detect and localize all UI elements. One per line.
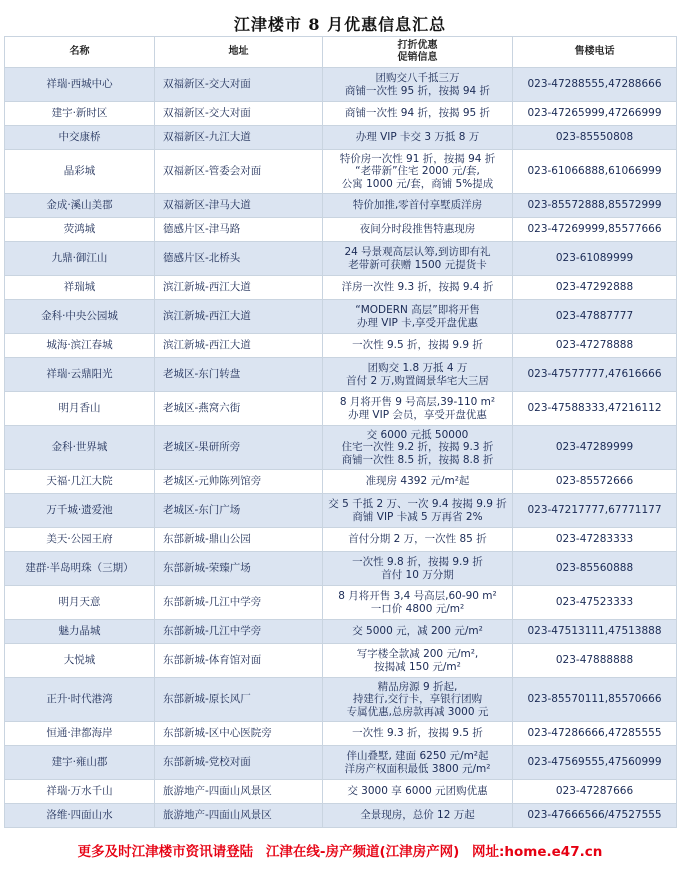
cell-address: 双福新区-九江大道 [155,126,323,150]
cell-promo: 团购交八千抵三万 商铺一次性 95 折，按揭 94 折 [323,68,513,102]
header-name: 名称 [5,37,155,68]
cell-promo: 精品房源 9 折起, 持建行,交行卡，享银行团购 专属优惠,总房款再减 3000 元 [323,678,513,722]
cell-address: 滨江新城-西江大道 [155,300,323,334]
cell-name: 金科·世界城 [5,426,155,470]
cell-promo: 交 5000 元，减 200 元/m² [323,620,513,644]
cell-tel: 023-47523333 [513,586,677,620]
cell-promo: 团购交 1.8 万抵 4 万 首付 2 万,购置阔景华宅大三居 [323,358,513,392]
cell-tel: 023-47265999,47266999 [513,102,677,126]
cell-promo: 首付分期 2 万，一次性 85 折 [323,528,513,552]
cell-promo: 一次性 9.8 折，按揭 9.9 折 首付 10 万分期 [323,552,513,586]
table-row [5,334,677,358]
cell-address: 东部新城-鼎山公园 [155,528,323,552]
cell-address: 东部新城-几江中学旁 [155,586,323,620]
cell-name: 明月天意 [5,586,155,620]
footer-text: 更多及时江津楼市资讯请登陆 [77,844,254,860]
cell-promo: 一次性 9.5 折，按揭 9.9 折 [323,334,513,358]
cell-address: 滨江新城-西江大道 [155,334,323,358]
table-row [5,150,677,194]
page-title: 江津楼市 8 月优惠信息汇总 [233,15,447,34]
cell-name: 祥瑞城 [5,276,155,300]
cell-tel: 023-47278888 [513,334,677,358]
header-promo: 打折优惠 促销信息 [323,37,513,68]
cell-tel: 023-47887777 [513,300,677,334]
cell-address: 东部新城-区中心医院旁 [155,722,323,746]
cell-promo: 8 月将开售 9 号高层,39-110 m² 办理 VIP 会员，享受开盘优惠 [323,392,513,426]
cell-tel: 023-47288555,47288666 [513,68,677,102]
cell-promo: 特价房一次性 91 折，按揭 94 折 “老带新”住宅 2000 元/套, 公寓 1000 元/套，商铺 5%提成 [323,150,513,194]
cell-name: 大悦城 [5,644,155,678]
cell-tel: 023-47588333,47216112 [513,392,677,426]
cell-name: 金成·溪山美郡 [5,194,155,218]
cell-tel: 023-47569555,47560999 [513,746,677,780]
cell-name: 城海·滨江春城 [5,334,155,358]
cell-address: 东部新城-党校对面 [155,746,323,780]
cell-tel: 023-47286666,47285555 [513,722,677,746]
cell-name: 九鼎·御江山 [5,242,155,276]
cell-name: 明月香山 [5,392,155,426]
table-row [5,242,677,276]
cell-name: 金科·中央公园城 [5,300,155,334]
cell-tel: 023-47888888 [513,644,677,678]
table-row [5,426,677,470]
cell-name: 万千城·遗爱池 [5,494,155,528]
cell-address: 双福新区-津马大道 [155,194,323,218]
cell-tel: 023-47283333 [513,528,677,552]
cell-address: 老城区-元帅陈列馆旁 [155,470,323,494]
table-row [5,392,677,426]
table-row [5,586,677,620]
table-row [5,722,677,746]
footer-banner [0,840,680,860]
cell-tel: 023-85560888 [513,552,677,586]
cell-address: 滨江新城-西江大道 [155,276,323,300]
cell-promo: “MODERN 高层”即将开售 办理 VIP 卡,享受开盘优惠 [323,300,513,334]
promo-table [4,36,677,828]
cell-address: 东部新城-体育馆对面 [155,644,323,678]
cell-promo: 洋房一次性 9.3 折，按揭 9.4 折 [323,276,513,300]
cell-address: 旅游地产-四面山风景区 [155,804,323,828]
cell-tel: 023-47287666 [513,780,677,804]
cell-address: 东部新城-几江中学旁 [155,620,323,644]
cell-name: 恒通·津都海岸 [5,722,155,746]
cell-name: 晶彩城 [5,150,155,194]
table-row [5,644,677,678]
cell-promo: 交 6000 元抵 50000 住宅一次性 9.2 折，按揭 9.3 折 商铺一次性 8.5 折，按揭 8.8 折 [323,426,513,470]
cell-address: 老城区-东门转盘 [155,358,323,392]
cell-promo: 全景现房，总价 12 万起 [323,804,513,828]
table-body [5,68,677,828]
cell-address: 双福新区-交大对面 [155,102,323,126]
cell-tel: 023-85572888,85572999 [513,194,677,218]
table-row [5,68,677,102]
cell-name: 荧鸿城 [5,218,155,242]
cell-address: 东部新城-荣臻广场 [155,552,323,586]
table-row [5,804,677,828]
cell-name: 祥瑞·万水千山 [5,780,155,804]
table-row [5,528,677,552]
cell-tel: 023-61089999 [513,242,677,276]
cell-name: 美天·公园王府 [5,528,155,552]
cell-address: 老城区-东门广场 [155,494,323,528]
cell-promo: 办理 VIP 卡交 3 万抵 8 万 [323,126,513,150]
cell-name: 建宇·雍山郡 [5,746,155,780]
cell-promo: 特价加推,零首付享墅质洋房 [323,194,513,218]
cell-address: 德感片区-北桥头 [155,242,323,276]
table-row [5,218,677,242]
cell-promo: 商铺一次性 94 折，按揭 95 折 [323,102,513,126]
cell-name: 中交康桥 [5,126,155,150]
cell-tel: 023-47513111,47513888 [513,620,677,644]
table-row [5,102,677,126]
cell-name: 建群·半岛明珠（三期） [5,552,155,586]
cell-promo: 写字楼全款减 200 元/m², 按揭减 150 元/m² [323,644,513,678]
table-row [5,678,677,722]
table-row [5,126,677,150]
cell-name: 祥瑞·西城中心 [5,68,155,102]
cell-name: 正升·时代港湾 [5,678,155,722]
cell-tel: 023-47269999,85577666 [513,218,677,242]
table-header-row [5,37,677,68]
cell-name: 祥瑞·云鼎阳光 [5,358,155,392]
cell-name: 洛维·四面山水 [5,804,155,828]
cell-name: 魅力晶城 [5,620,155,644]
cell-promo: 24 号景观高层认筹,到访即有礼 老带新可获赠 1500 元提货卡 [323,242,513,276]
cell-tel: 023-47292888 [513,276,677,300]
header-tel: 售楼电话 [513,37,677,68]
cell-promo: 一次性 9.3 折，按揭 9.5 折 [323,722,513,746]
cell-address: 双福新区-管委会对面 [155,150,323,194]
cell-tel: 023-47577777,47616666 [513,358,677,392]
cell-address: 老城区-燕窝六街 [155,392,323,426]
cell-promo: 夜间分时段推售特惠现房 [323,218,513,242]
cell-tel: 023-61066888,61066999 [513,150,677,194]
cell-promo: 交 5 千抵 2 万、一次 9.4 按揭 9.9 折 商铺 VIP 卡减 5 万再省 2% [323,494,513,528]
table-row [5,746,677,780]
table-row [5,620,677,644]
table-row [5,470,677,494]
table-row [5,194,677,218]
cell-tel: 023-85570111,85570666 [513,678,677,722]
cell-tel: 023-85572666 [513,470,677,494]
cell-name: 建宇·新时区 [5,102,155,126]
cell-name: 天福·几江大院 [5,470,155,494]
footer-site-name[interactable]: 江津在线-房产频道(江津房产网) [265,844,460,860]
table-row [5,300,677,334]
table-row [5,780,677,804]
cell-address: 双福新区-交大对面 [155,68,323,102]
cell-address: 老城区-果研所旁 [155,426,323,470]
cell-tel: 023-47217777,67771177 [513,494,677,528]
table-row [5,276,677,300]
footer-url[interactable]: 网址:home.e47.cn [472,844,603,860]
cell-tel: 023-47289999 [513,426,677,470]
table-row [5,552,677,586]
table-row [5,494,677,528]
cell-promo: 准现房 4392 元/m²起 [323,470,513,494]
cell-address: 德感片区-津马路 [155,218,323,242]
cell-tel: 023-47666566/47527555 [513,804,677,828]
cell-tel: 023-85550808 [513,126,677,150]
cell-promo: 交 3000 享 6000 元团购优惠 [323,780,513,804]
cell-promo: 伴山叠墅, 建面 6250 元/m²起 洋房产权面积最低 3800 元/m² [323,746,513,780]
cell-promo: 8 月将开售 3,4 号高层,60-90 m² 一口价 4800 元/m² [323,586,513,620]
cell-address: 旅游地产-四面山风景区 [155,780,323,804]
cell-address: 东部新城-原长风厂 [155,678,323,722]
header-address: 地址 [155,37,323,68]
table-row [5,358,677,392]
